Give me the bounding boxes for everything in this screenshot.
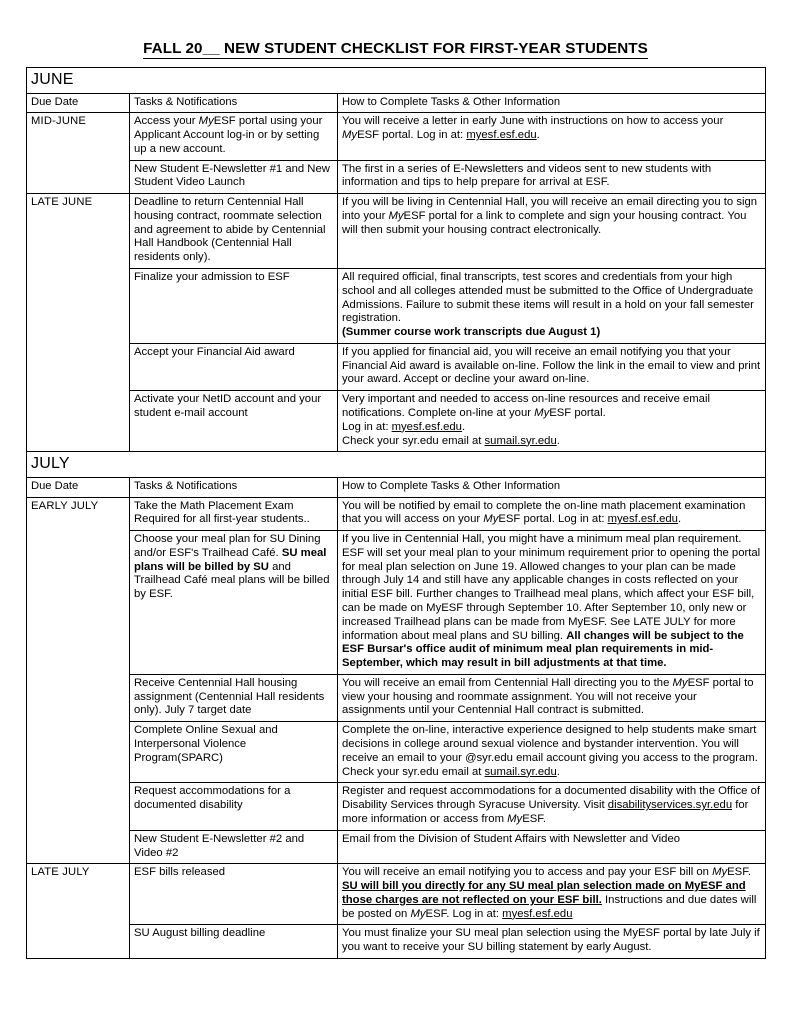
due-date-cell: LATE JUNE <box>27 194 130 452</box>
table-row <box>27 531 766 675</box>
table-row <box>27 497 766 531</box>
table-row <box>27 783 766 830</box>
table-row <box>27 113 766 160</box>
how-to-cell: The first in a series of E-Newsletters and videos sent to new students with information and tips to help prepare for arrival at ESF. <box>338 160 766 194</box>
how-to-cell: Very important and needed to access on-line resources and receive email notifications. Complete on-line at your MyESF portal. Log in at: myesf.esf.edu. Check your syr.edu email at sumail.syr.edu. <box>338 391 766 452</box>
how-to-cell: You must finalize your SU meal plan selection using the MyESF portal by late July if you want to receive your SU billing statement by early August. <box>338 925 766 959</box>
table-row <box>27 830 766 864</box>
how-to-cell: You will be notified by email to complete the on-line math placement examination that you will access on your MyESF portal. Log in at: myesf.esf.edu. <box>338 497 766 531</box>
task-cell: Take the Math Placement Exam Required for all first-year students.. <box>130 497 338 531</box>
column-header-row <box>27 93 766 113</box>
task-cell: Complete Online Sexual and Interpersonal Violence Program(SPARC) <box>130 722 338 783</box>
section-title: JUNE <box>27 68 766 94</box>
section-header-row <box>27 452 766 478</box>
how-to-cell: Complete the on-line, interactive experience designed to help students make smart decisions in college around sexual violence and bystander intervention. You will receive an email to your @syr.edu email account giving you access to the program. Check your syr.edu email at sumail.syr.edu. <box>338 722 766 783</box>
task-cell: SU August billing deadline <box>130 925 338 959</box>
how-to-cell: You will receive an email notifying you to access and pay your ESF bill on MyESF. SU will bill you directly for any SU meal plan selection made on MyESF and those charges are not reflected on your ESF bill. Instructions and due dates will be posted on MyESF. Log in at: myesf.esf.edu <box>338 864 766 925</box>
table-row <box>27 722 766 783</box>
task-cell: New Student E-Newsletter #2 and Video #2 <box>130 830 338 864</box>
task-cell: Deadline to return Centennial Hall housing contract, roommate selection and agreement to abide by Centennial Hall Handbook (Centennial Hall residents only). <box>130 194 338 269</box>
column-header-due: Due Date <box>27 477 130 497</box>
column-header-how: How to Complete Tasks & Other Information <box>338 93 766 113</box>
page-title <box>26 40 765 59</box>
table-row <box>27 925 766 959</box>
task-cell: Activate your NetID account and your student e-mail account <box>130 391 338 452</box>
table-row <box>27 268 766 343</box>
table-row <box>27 864 766 925</box>
table-row <box>27 343 766 390</box>
task-cell: Request accommodations for a documented disability <box>130 783 338 830</box>
task-cell: Finalize your admission to ESF <box>130 268 338 343</box>
how-to-cell: You will receive a letter in early June with instructions on how to access your MyESF portal. Log in at: myesf.esf.edu. <box>338 113 766 160</box>
how-to-cell: If you will be living in Centennial Hall, you will receive an email directing you to sign into your MyESF portal for a link to complete and sign your housing contract. You will then submit your housing contract electronically. <box>338 194 766 269</box>
how-to-cell: If you live in Centennial Hall, you might have a minimum meal plan requirement. ESF will set your meal plan to your minimum requirement prior to opening the portal for meal plan selection on June 19. Allowed changes to your plan can be made through July 14 and still have any applicable changes in costs reflected on your initial ESF bill. Further changes to Trailhead meal plans, which affect your ESF bill, can be made on MyESF through September 10. After September 10, only new or increased Trailhead plans can be made from MyESF. See LATE JULY for more information about meal plans and SU billing. All changes will be subject to the ESF Bursar's office audit of minimum meal plan requirements in mid-September, which may result in bill adjustments at that time. <box>338 531 766 675</box>
how-to-cell: You will receive an email from Centennial Hall directing you to the MyESF portal to view your housing and roommate assignment. You will not receive your assignments until your Centennial Hall contract is submitted. <box>338 674 766 721</box>
due-date-cell: EARLY JULY <box>27 497 130 864</box>
column-header-how: How to Complete Tasks & Other Information <box>338 477 766 497</box>
task-cell: ESF bills released <box>130 864 338 925</box>
how-to-cell: All required official, final transcripts, test scores and credentials from your high school and all colleges attended must be submitted to the Office of Undergraduate Admissions. Failure to submit these items will result in a hold on your fall semester registration. (Summer course work transcripts due August 1) <box>338 268 766 343</box>
column-header-task: Tasks & Notifications <box>130 477 338 497</box>
checklist-body <box>27 68 766 959</box>
column-header-task: Tasks & Notifications <box>130 93 338 113</box>
section-title: JULY <box>27 452 766 478</box>
table-row <box>27 194 766 269</box>
how-to-cell: If you applied for financial aid, you will receive an email notifying you that your Financial Aid award is available on-line. Follow the link in the email to view and print your award. Accept or decline your award on-line. <box>338 343 766 390</box>
how-to-cell: Email from the Division of Student Affairs with Newsletter and Video <box>338 830 766 864</box>
table-row <box>27 160 766 194</box>
section-header-row <box>27 68 766 94</box>
task-cell: Receive Centennial Hall housing assignment (Centennial Hall residents only). July 7 target date <box>130 674 338 721</box>
task-cell: Access your MyESF portal using your Applicant Account log-in or by setting up a new account. <box>130 113 338 160</box>
column-header-due: Due Date <box>27 93 130 113</box>
due-date-cell: MID-JUNE <box>27 113 130 194</box>
task-cell: New Student E-Newsletter #1 and New Student Video Launch <box>130 160 338 194</box>
column-header-row <box>27 477 766 497</box>
how-to-cell: Register and request accommodations for a documented disability with the Office of Disability Services through Syracuse University. Visit disabilityservices.syr.edu for more information or access from MyESF. <box>338 783 766 830</box>
page-title-text: FALL 20__ NEW STUDENT CHECKLIST FOR FIRST-YEAR STUDENTS <box>143 40 648 57</box>
due-date-cell: LATE JULY <box>27 864 130 959</box>
table-row <box>27 391 766 452</box>
checklist-table <box>26 67 766 959</box>
task-cell: Choose your meal plan for SU Dining and/or ESF's Trailhead Café. SU meal plans will be billed by SU and Trailhead Café meal plans will be billed by ESF. <box>130 531 338 675</box>
task-cell: Accept your Financial Aid award <box>130 343 338 390</box>
table-row <box>27 674 766 721</box>
